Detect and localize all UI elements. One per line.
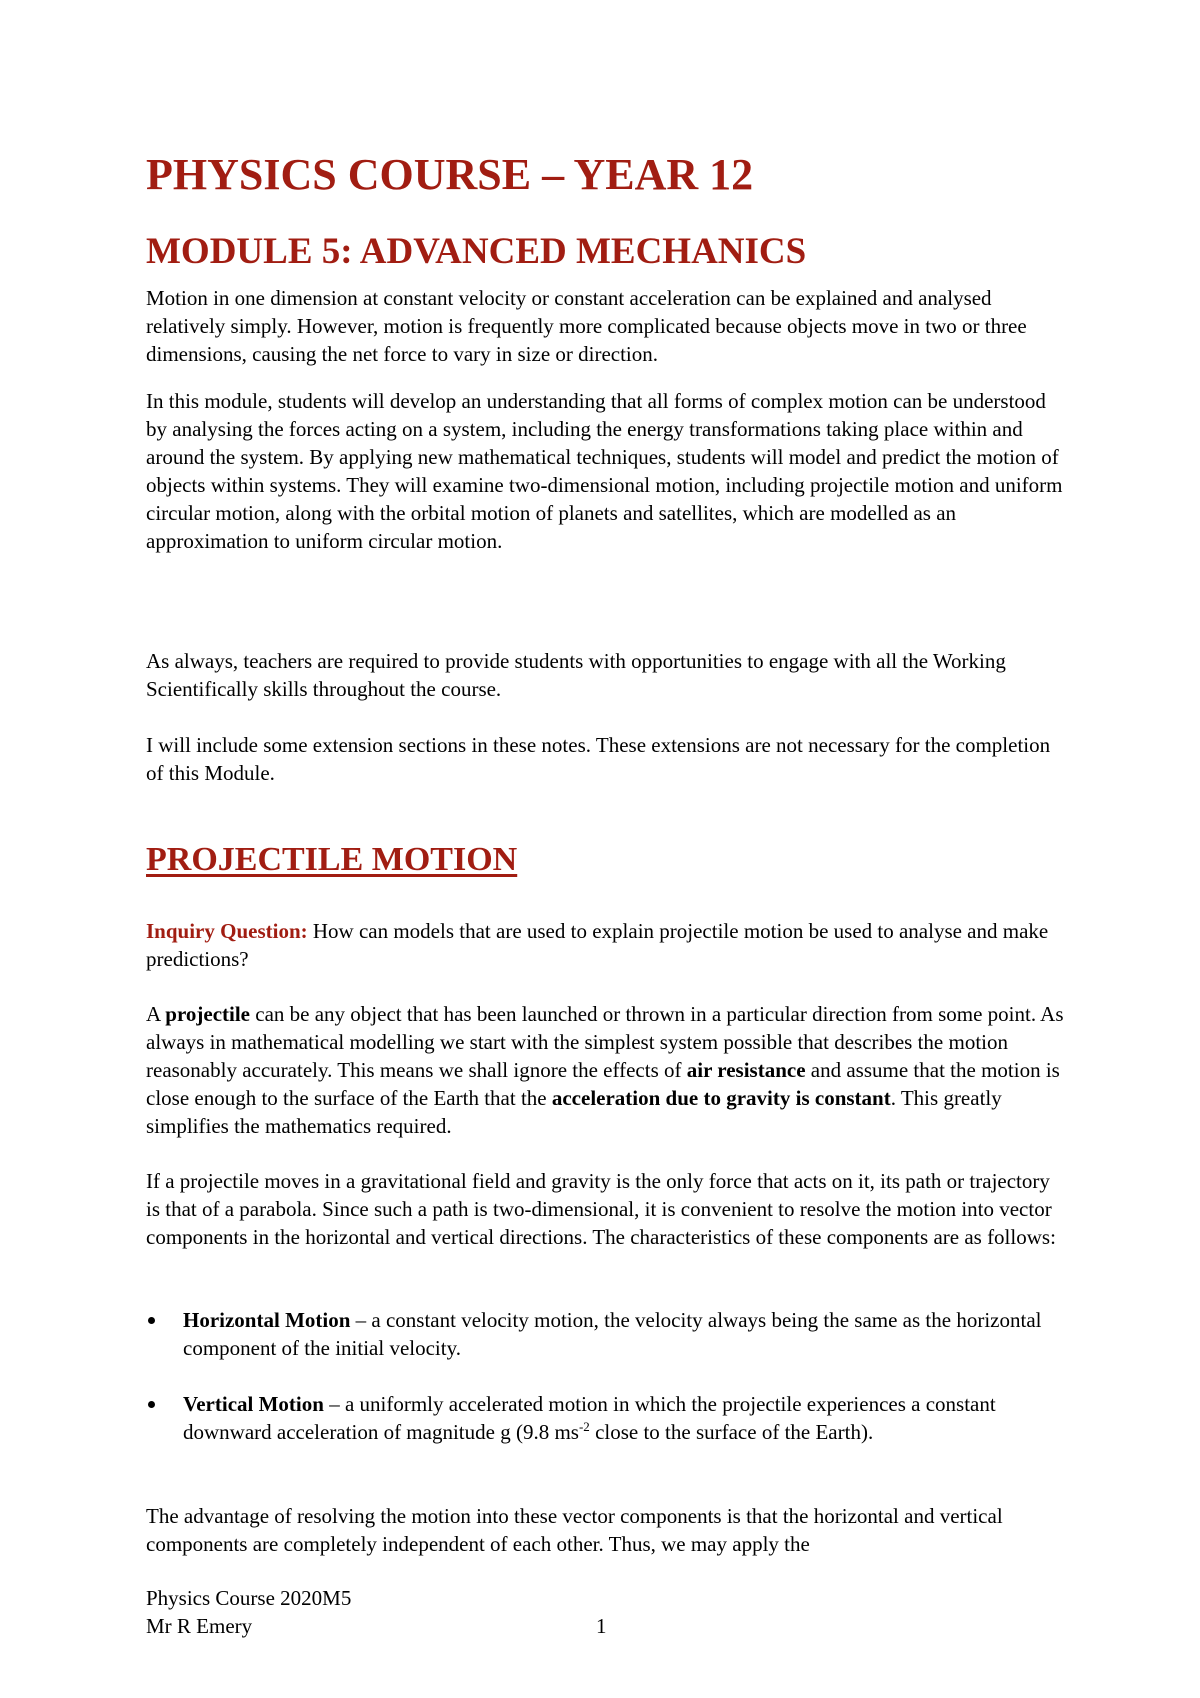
text-run: and assume that the motion is close enough to the surface of the Earth that the	[146, 1058, 1060, 1110]
term-projectile: projectile	[165, 1002, 251, 1026]
footer-course: Physics Course 2020M5	[146, 1586, 352, 1610]
projectile-paragraph-2: If a projectile moves in a gravitational field and gravity is the only force that acts on it, its path or trajectory is that of a parabola. Since such a path is two-dimensional, it is convenient to resolve the motion into vector components in the horizontal and vertical directions. The characteristics of these components are as follows:	[146, 1169, 1056, 1249]
term-vertical-motion: Vertical Motion	[183, 1392, 324, 1416]
section-title-projectile-motion: PROJECTILE MOTION	[146, 841, 518, 878]
inquiry-question	[146, 917, 1066, 973]
exponent: -2	[578, 1419, 590, 1434]
bullet-icon	[148, 1401, 155, 1408]
text-run: can be any object that has been launched or thrown in a particular direction from some point. As always in mathematical modelling we start with the simplest system possible that describes the motion reasonably accurately. This means we shall ignore the effects of	[146, 1002, 1064, 1082]
inquiry-text: How can models that are used to explain projectile motion be used to analyse and make predictions?	[146, 919, 1049, 971]
intro-paragraph-1: Motion in one dimension at constant velocity or constant acceleration can be explained and analysed relatively simply. However, motion is frequently more complicated because objects move in two or three dimensions, causing the net force to vary in size or direction.	[146, 286, 1027, 366]
vertical-motion-text: – a uniformly accelerated motion in which the projectile experiences a constant downward acceleration of magnitude g (9.8 ms	[183, 1392, 996, 1444]
term-air-resistance: air resistance	[686, 1058, 806, 1082]
list-item	[146, 1390, 1066, 1446]
module-title: MODULE 5: ADVANCED MECHANICS	[146, 231, 807, 272]
motion-components-list	[146, 1306, 1066, 1446]
horizontal-motion-text: – a constant velocity motion, the velocity always being the same as the horizontal component of the initial velocity.	[183, 1308, 1042, 1360]
bullet-icon	[148, 1317, 155, 1324]
vertical-motion-text-end: close to the surface of the Earth).	[589, 1420, 874, 1444]
text-run: . This greatly simplifies the mathematics required.	[146, 1086, 1002, 1138]
term-gravity-constant: acceleration due to gravity is constant	[551, 1086, 891, 1110]
page-title: PHYSICS COURSE – YEAR 12	[146, 150, 754, 199]
projectile-paragraph-3: The advantage of resolving the motion into these vector components is that the horizontal and vertical components are completely independent of each other. Thus, we may apply the	[146, 1504, 1003, 1556]
footer-author: Mr R Emery	[146, 1614, 253, 1638]
footer	[146, 1584, 351, 1640]
inquiry-label: Inquiry Question:	[146, 919, 308, 943]
term-horizontal-motion: Horizontal Motion	[183, 1308, 351, 1332]
intro-paragraph-3: As always, teachers are required to provide students with opportunities to engage with all the Working Scientifically skills throughout the course.	[146, 649, 1006, 701]
list-item	[146, 1306, 1066, 1362]
intro-paragraph-4: I will include some extension sections in these notes. These extensions are not necessary for the completion of this Module.	[146, 733, 1051, 785]
text-run: A	[146, 1002, 166, 1026]
page-number: 1	[596, 1614, 607, 1638]
projectile-paragraph-1	[146, 1000, 1066, 1140]
intro-paragraph-2: In this module, students will develop an understanding that all forms of complex motion can be understood by analysing the forces acting on a system, including the energy transformations taking place within and around the system. By applying new mathematical techniques, students will model and predict the motion of objects within systems. They will examine two-dimensional motion, including projectile motion and uniform circular motion, along with the orbital motion of planets and satellites, which are modelled as an approximation to uniform circular motion.	[146, 389, 1063, 553]
